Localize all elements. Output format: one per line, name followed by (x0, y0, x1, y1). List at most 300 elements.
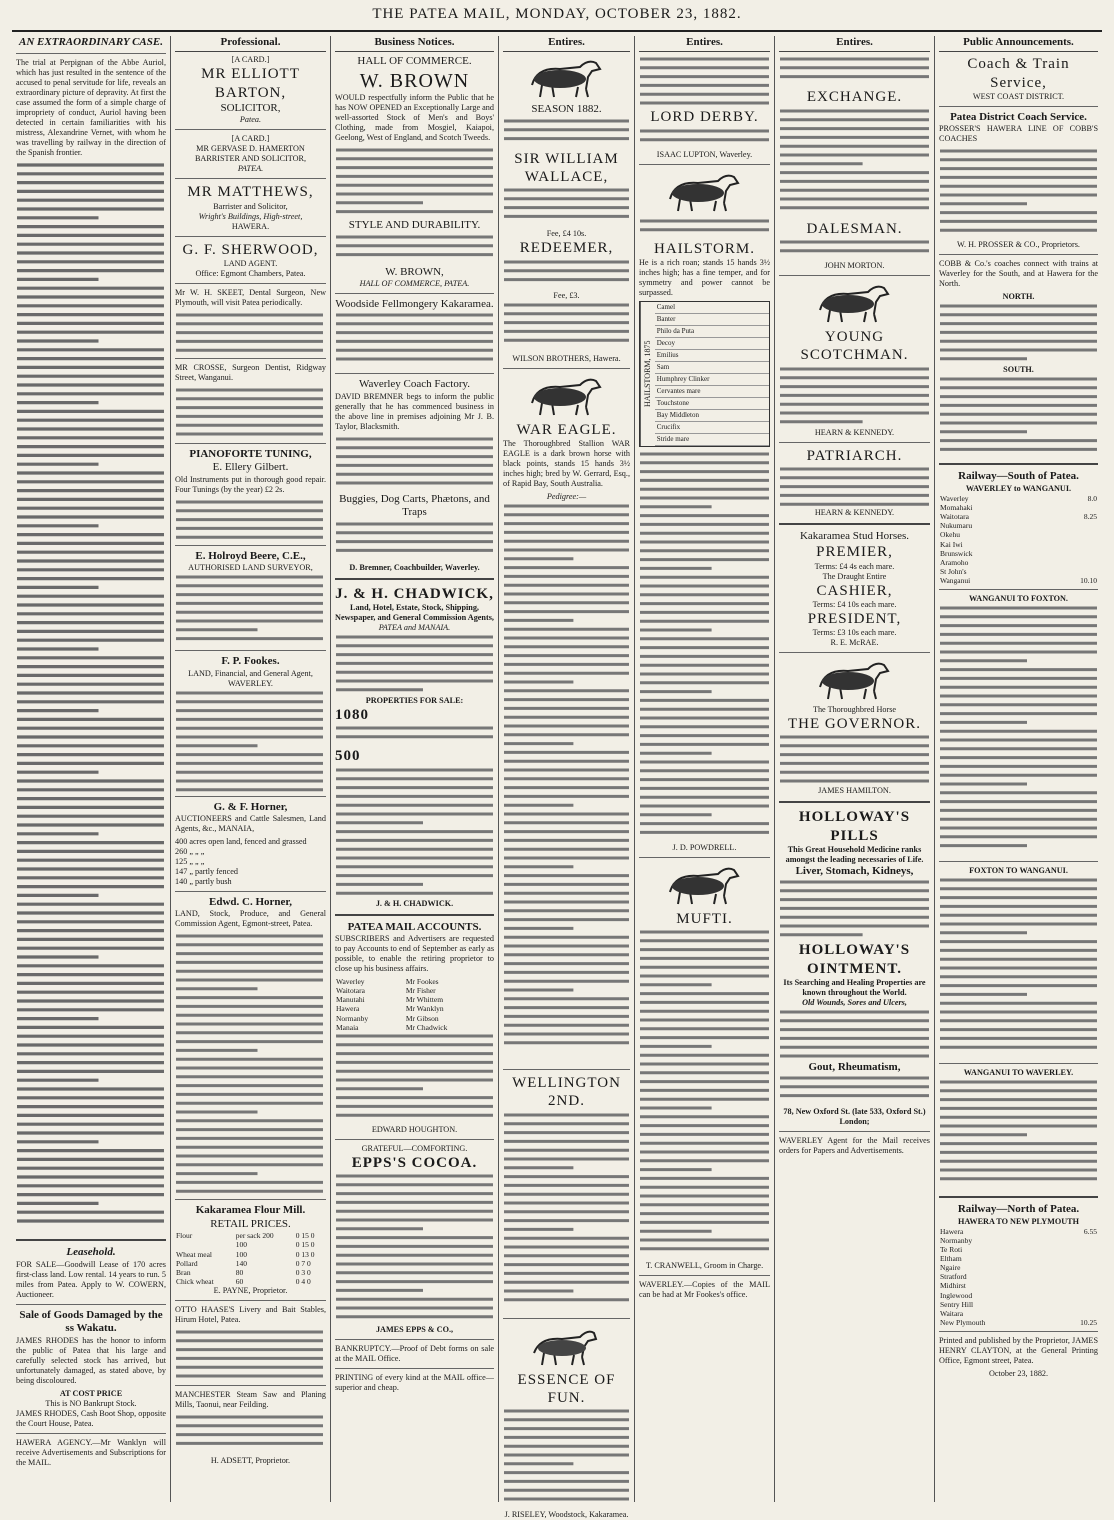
divider (335, 914, 494, 916)
north-timetable-lines (939, 302, 1099, 362)
skeet-text-lines (175, 311, 325, 351)
column-entires-2 (634, 36, 774, 1502)
price-cell: Flour (176, 1231, 193, 1241)
agent-name: Mr Fisher (405, 986, 436, 996)
chadwick-signature: J. & H. CHADWICK. (375, 898, 454, 908)
accounts-heading: PATEA MAIL ACCOUNTS. (347, 920, 482, 933)
matthews-name: MR MATTHEWS, (187, 184, 314, 201)
divider (16, 1239, 166, 1241)
patriarch-name: PATRIARCH. (806, 447, 903, 464)
timetable-row (939, 1291, 1098, 1300)
column-entires-3 (774, 36, 934, 1502)
wav2-timetable-lines (939, 1078, 1099, 1188)
timetable-row (939, 576, 1098, 585)
war-eagle-name: WAR EAGLE. (516, 421, 617, 438)
agent-town: Waitotara (336, 986, 365, 996)
station-name: Ngaire (940, 1263, 961, 1273)
station-name: Eltham (940, 1254, 962, 1264)
timetable-row (939, 494, 1098, 503)
redeemer-fee: Fee, £3. (553, 290, 580, 300)
district-coach-heading: Patea District Coach Service. (950, 111, 1087, 123)
station-name: St John's (940, 566, 967, 576)
cashier-fee: Terms: £4 10s each mare. (812, 599, 897, 609)
price-table (175, 1231, 326, 1286)
pedigree-cell: Humphrey Clinker (655, 374, 769, 386)
station-name: Normanby (940, 1235, 973, 1245)
war-eagle-text-lines (503, 502, 631, 1062)
accounts-text-lines (335, 1032, 495, 1122)
hamerton-place: PATEA. (237, 164, 264, 174)
gout-heading: Gout, Rheumatism, (808, 1061, 901, 1074)
timetable-row (939, 1318, 1098, 1327)
wilson-signature: WILSON BROTHERS, Hawera. (512, 353, 621, 363)
crosse-text-lines (175, 386, 325, 436)
governor-text-lines (779, 733, 931, 783)
hailstorm-text: He is a rich roan; stands 15 hands 3½ inches high; has a fine temper, and for symmetry and power cannot be surpassed. (639, 258, 770, 297)
waverley-agent-notice: WAVERLEY Agent for the Mail receives orders for Papers and Advertisements. (779, 1136, 930, 1156)
liver-heading: Liver, Stomach, Kidneys, (795, 865, 914, 878)
column-heading: Entires. (503, 36, 630, 52)
sherwood-office: Office: Egmont Chambers, Patea. (195, 269, 306, 278)
timetable-row (939, 1245, 1098, 1254)
pedigree-label: Pedigree:— (546, 492, 587, 501)
departure-time (1042, 540, 1098, 549)
station-name: Kai Iwi (940, 539, 963, 549)
properties-heading: PROPERTIES FOR SALE: (365, 695, 464, 705)
hailstorm-pedigree-table (639, 301, 770, 447)
divider (939, 463, 1098, 465)
station-name: Hawera (940, 1226, 964, 1236)
brown-name: W. BROWN (359, 69, 470, 92)
ointment-tagline: Its Searching and Healing Properties are known throughout the World. (783, 978, 926, 998)
hamerton-name: MR GERVASE D. HAMERTON (196, 144, 305, 154)
price-cell: 0 7 0 (295, 1258, 311, 1268)
redeemer-terms-lines (503, 301, 631, 351)
divider (175, 545, 326, 546)
timetable-row (939, 1263, 1098, 1272)
pills-tagline: This Great Household Medicine ranks amongst the leading necessaries of Life. (785, 845, 924, 865)
timetable-row (939, 512, 1098, 521)
chadwick-role: Land, Hotel, Estate, Stock, Shipping, Newspaper, and General Commission Agents, (335, 602, 494, 622)
divider (779, 1131, 930, 1132)
pedigree-side-label: HAILSTORM, 1875 (640, 302, 655, 446)
sores-heading: Old Wounds, Sores and Ulcers, (802, 998, 907, 1008)
divider (335, 1368, 494, 1369)
price-cell: 100 (235, 1240, 247, 1250)
redeemer-name: REDEEMER, (519, 240, 614, 257)
article-body-text-lines (16, 161, 166, 1231)
wallace-name: SIR WILLIAM WALLACE, (514, 150, 619, 186)
price-cell: 100 (235, 1249, 247, 1259)
station-name: Midhirst (940, 1281, 966, 1291)
agent-row (335, 986, 494, 995)
railway-north-heading: Railway—North of Patea. (957, 1203, 1080, 1216)
leasehold-ad: FOR SALE—Goodwill Lease of 170 acres first-class land. Low rental. 14 years to run. 5 miles from Patea. Apply to W. COWERN, Auctioneer. (16, 1259, 166, 1299)
barton-place: Patea. (239, 115, 262, 125)
horse-engraving-icon (522, 55, 612, 100)
departure-time (1053, 1272, 1098, 1281)
agent-name: Mr Gibson (405, 1013, 439, 1023)
governor-name: THE GOVERNOR. (788, 716, 921, 733)
wellington-name: WELLINGTON 2ND. (512, 1075, 621, 1110)
divider (175, 1300, 326, 1301)
agent-row (335, 1004, 494, 1013)
property-text-lines (335, 766, 495, 896)
pony-engraving-icon (522, 1323, 612, 1368)
departure-time (1042, 567, 1098, 576)
departure-time: 8.25 (1083, 512, 1097, 522)
mufti-text-lines (639, 928, 771, 1258)
divider (175, 178, 326, 179)
wanganui-waverley-heading: WANGANUI TO WAVERLEY. (963, 1068, 1074, 1078)
style-durability: STYLE AND DURABILITY. (348, 219, 481, 232)
divider (335, 578, 494, 580)
article-body (16, 161, 166, 1234)
horse-engraving-icon (810, 657, 900, 702)
woodside-heading: Woodside Fellmongery Kakaramea. (335, 298, 494, 311)
horse-engraving-icon (660, 169, 750, 214)
price-cell: 0 3 0 (295, 1267, 311, 1277)
horner-gf-role: AUCTIONEERS and Cattle Salesmen, Land Agents, &c., MANAIA, (175, 814, 326, 834)
agents-table (335, 977, 494, 1032)
oxford-address: 78, New Oxford St. (late 533, Oxford St.) London; (783, 1107, 926, 1127)
divider (175, 358, 326, 359)
card-label: [A CARD.] (231, 55, 270, 65)
wallace-text-lines (503, 186, 631, 226)
premier-name: PREMIER, (816, 544, 893, 561)
station-name: Okehu (940, 530, 960, 540)
derby-terms-lines (639, 127, 771, 147)
premier-fee: Terms: £4 4s each mare. (814, 561, 895, 571)
station-name: Waverley (940, 493, 969, 503)
card-label: [A CARD.] (231, 134, 270, 144)
departure-time: 8.0 (1087, 493, 1097, 503)
manchester-notice: MANCHESTER Steam Saw and Planing Mills, Taonui, near Feilding. (175, 1390, 326, 1410)
divider (175, 236, 326, 237)
pills-text-lines (779, 878, 931, 938)
hailstorm-text-lines (639, 450, 771, 840)
horse-engraving-icon (522, 373, 612, 418)
timetable-row (939, 521, 1098, 530)
president-fee: Terms: £3 10s each mare. (812, 628, 897, 638)
brown-text: WOULD respectfully inform the Public that he has NOW OPENED an Exceptionally Large and well-assorted Stock of Men's and Boys' Clothing, made from Mosgiel, Kaiapoi, Geelong, West of England, and Scotch Tweeds. (335, 93, 494, 143)
divider (779, 275, 930, 276)
price-cell: 80 (235, 1267, 244, 1277)
president-name: PRESIDENT, (807, 610, 902, 627)
departure-time (1053, 1300, 1098, 1309)
timetable-row (939, 1300, 1098, 1309)
agent-name: Mr Whittem (405, 995, 444, 1005)
cost-price: AT COST PRICE (59, 1388, 123, 1398)
imprint-date: October 23, 1882. (988, 1369, 1049, 1379)
horner-ec-role: LAND, Stock, Produce, and General Commission Agent, Egmont-street, Patea. (175, 909, 326, 929)
essence-text-lines (503, 1407, 631, 1507)
divider (16, 1304, 166, 1305)
departure-time (1053, 1291, 1098, 1300)
holloway-pills-title: HOLLOWAY'S PILLS (798, 809, 911, 844)
barton-role: SOLICITOR, (220, 102, 281, 114)
manchester-text-lines (175, 1413, 325, 1453)
exchange-name: EXCHANGE. (806, 89, 903, 106)
acre-listing: 260 „ „ „ (175, 847, 205, 857)
imprint: Printed and published by the Proprietor, JAMES HENRY CLAYTON, at the General Printing Office, Egmont street, Patea. (939, 1336, 1098, 1366)
station-name: Nukumaru (940, 521, 973, 531)
departure-time (1042, 549, 1098, 558)
horse-engraving-icon (810, 280, 900, 325)
season-heading: SEASON 1882. (531, 103, 602, 116)
pedigree-cell: Decoy (655, 338, 769, 350)
buggies-heading: Buggies, Dog Carts, Phætons, and Traps (339, 492, 490, 519)
column-heading: Entires. (779, 36, 930, 52)
departure-time (1053, 1309, 1098, 1318)
property-500-acres: 500 (335, 748, 361, 765)
station-name: Stratford (940, 1272, 967, 1282)
price-cell: 60 (235, 1276, 244, 1286)
price-cell: 0 15 0 (295, 1240, 315, 1250)
pedigree-cell: Stride mare (655, 434, 769, 446)
station-name: Te Roti (940, 1244, 963, 1254)
wellington-text-lines (503, 1111, 631, 1311)
ointment-text-lines (779, 1008, 931, 1058)
not-bankrupt: This is NO Bankrupt Stock. (45, 1398, 137, 1408)
timetable-row (939, 1227, 1098, 1236)
matthews-place: HAWERA. (231, 221, 270, 231)
horner-ec-name: Edwd. C. Horner, (208, 896, 293, 909)
divider (335, 373, 494, 374)
timetable-row (939, 540, 1098, 549)
waverley-wanganui-timetable (939, 494, 1098, 585)
powdrell-signature: J. D. POWDRELL. (672, 843, 737, 852)
exchange-intro-lines (779, 55, 931, 85)
price-cell: per sack 200 (235, 1231, 274, 1241)
railway-south-heading: Railway—South of Patea. (958, 470, 1079, 483)
divider (16, 1433, 166, 1434)
west-coast-district: WEST COAST DISTRICT. (972, 92, 1065, 101)
pedigree-cell: Camel (655, 302, 769, 314)
price-row (175, 1277, 326, 1286)
payne-signature: E. PAYNE, Proprietor. (213, 1286, 288, 1296)
departure-time: 10.25 (1080, 1318, 1097, 1328)
price-cell: Pollard (176, 1258, 198, 1268)
redeemer-text-lines (503, 258, 631, 288)
chadwick-name: J. & H. CHADWICK, (335, 585, 494, 602)
property-text-lines (335, 724, 495, 744)
piano-heading: PIANOFORTE TUNING, (189, 448, 312, 460)
divider (639, 164, 770, 165)
column-heading: Professional. (175, 36, 326, 52)
hailstorm-name: HAILSTORM. (654, 240, 755, 257)
thoroughbred-label: The Thoroughbred Horse (812, 705, 897, 715)
agent-town: Manutahi (336, 995, 365, 1005)
divider (335, 1339, 494, 1340)
column-heading: Entires. (639, 36, 770, 52)
divider (335, 293, 494, 294)
agent-town: Waverley (336, 976, 365, 986)
riseley-signature: J. RISELEY, Woodstock, Kakaramea. (504, 1510, 629, 1520)
departure-time (1042, 558, 1098, 567)
price-cell: Chick wheat (176, 1276, 214, 1286)
draught-entire: The Draught Entire (822, 571, 887, 581)
rhodes-signature: JAMES RHODES, Cash Boot Shop, opposite the Court House, Patea. (16, 1408, 166, 1428)
hamilton-signature: JAMES HAMILTON. (818, 786, 891, 796)
agent-name: Mr Wanklyn (405, 1004, 444, 1014)
barton-name: MR ELLIOTT BARTON, (201, 66, 300, 101)
crosse-notice: MR CROSSE, Surgeon Dentist, Ridgway Street, Wanganui. (175, 363, 326, 382)
divider (639, 857, 770, 858)
piano-text-lines (175, 498, 325, 538)
divider (939, 1196, 1098, 1198)
chadwick-place: PATEA and MANAIA. (378, 622, 451, 632)
acre-listing: 400 acres open land, fenced and grassed (175, 837, 307, 847)
agent-row (335, 995, 494, 1004)
flour-mill-name: Kakaramea Flour Mill. (195, 1204, 306, 1217)
column-professional (170, 36, 330, 1502)
column-extraordinary-case (12, 36, 170, 1502)
masthead-rule (12, 30, 1102, 32)
pedigree-cell: Cervantes mare (655, 386, 769, 398)
price-cell: 0 4 0 (295, 1276, 311, 1286)
divider (779, 652, 930, 653)
hawera-new-plymouth-timetable (939, 1227, 1098, 1328)
brown-hall: HALL OF COMMERCE, PATEA. (359, 279, 470, 289)
article-title: AN EXTRAORDINARY CASE. (19, 36, 163, 48)
timetable-row (939, 1254, 1098, 1263)
timetable-row (939, 558, 1098, 567)
haase-notice: OTTO HAASE'S Livery and Bait Stables, Hirum Hotel, Patea. (175, 1305, 326, 1325)
divider (503, 368, 630, 369)
price-cell: 0 15 0 (295, 1231, 315, 1241)
divider (175, 129, 326, 130)
departure-time (1053, 1236, 1098, 1245)
foxton2-timetable-lines (939, 876, 1099, 1056)
hamerton-role: BARRISTER AND SOLICITOR, (194, 154, 307, 164)
price-row (175, 1259, 326, 1268)
pedigree-cell: Sam (655, 362, 769, 374)
lord-derby-name: LORD DERBY. (650, 109, 759, 126)
pedigree-cells (655, 302, 769, 446)
price-cell: Bran (176, 1267, 191, 1277)
beere-role: AUTHORISED LAND SURVEYOR, (188, 563, 313, 573)
foxton-wanganui-heading: FOXTON TO WANGANUI. (969, 866, 1068, 876)
column-entires-1 (498, 36, 634, 1520)
acre-listing: 140 „ partly bush (175, 877, 232, 887)
horse-engraving-icon (660, 862, 750, 907)
timetable-row (939, 549, 1098, 558)
departure-time (1053, 1263, 1098, 1272)
lupton-signature: ISAAC LUPTON, Waverley. (656, 149, 753, 159)
brown-signature: W. BROWN, (385, 265, 444, 278)
agent-name: Mr Chadwick (405, 1022, 448, 1032)
station-name: Inglewood (940, 1290, 973, 1300)
waverley-mail-notice: WAVERLEY.—Copies of the MAIL can be had at Mr Fookes's office. (639, 1280, 770, 1300)
matthews-role: Barrister and Solicitor, (213, 201, 288, 211)
timetable-row (939, 503, 1098, 512)
matthews-address: Wright's Buildings, High-street, (198, 211, 303, 221)
acre-listing: 147 „ partly fenced (175, 867, 238, 877)
timetable-row (939, 1281, 1098, 1290)
prosser-notice: PROSSER'S HAWERA LINE OF COBB'S COACHES (939, 124, 1098, 144)
leasehold-heading: Leasehold. (66, 1246, 116, 1259)
timetable-row (939, 567, 1098, 576)
acre-listing: 125 „ „ „ (175, 857, 205, 867)
bremner-signature: D. Bremner, Coachbuilder, Waverley. (349, 562, 480, 572)
agent-town: Hawera (336, 1004, 360, 1014)
waverley-wanganui-heading: WAVERLEY to WANGANUI. (965, 483, 1072, 493)
hall-of-commerce: HALL OF COMMERCE. (357, 55, 472, 68)
divider (503, 1069, 630, 1070)
cranwell-signature: T. CRANWELL, Groom in Charge. (645, 1261, 764, 1271)
gout-text-lines (779, 1074, 931, 1104)
printing-notice: PRINTING of every kind at the MAIL office—superior and cheap. (335, 1373, 494, 1393)
timetable-row (939, 1309, 1098, 1318)
divider (335, 1139, 494, 1140)
horner-gf-name: G. & F. Horner, (213, 800, 288, 813)
essence-of-fun-name: ESSENCE OF FUN. (517, 1371, 616, 1406)
epps-title: EPPS'S COCOA. (351, 1154, 478, 1171)
timetable-row (939, 1236, 1098, 1245)
hawera-new-plymouth-heading: HAWERA TO NEW PLYMOUTH (958, 1216, 1079, 1226)
bankruptcy-notice: BANKRUPTCY.—Proof of Debt forms on sale at the MAIL Office. (335, 1344, 494, 1364)
coach-factory-heading: Waverley Coach Factory. (358, 378, 471, 391)
price-row (175, 1250, 326, 1259)
prosser-text-lines (939, 147, 1099, 237)
price-cell: 140 (235, 1258, 247, 1268)
divider (175, 796, 326, 797)
sherwood-role: LAND AGENT. (223, 259, 278, 268)
pedigree-cell: Touchstone (655, 398, 769, 410)
pedigree-cell: Philo da Puta (655, 326, 769, 338)
departure-time: 10.10 (1080, 576, 1097, 586)
station-name: Waitotara (940, 512, 969, 522)
property-1080-acres: 1080 (335, 706, 369, 723)
divider (939, 1331, 1098, 1332)
divider (939, 1063, 1098, 1064)
retail-prices-heading: RETAIL PRICES. (210, 1217, 291, 1230)
station-name: Wanganui (940, 576, 971, 586)
exchange-text-lines (779, 107, 931, 217)
coach-train-title: Coach & Train Service, (967, 56, 1070, 91)
houghton-signature: EDWARD HOUGHTON. (371, 1124, 458, 1134)
bremner-text: DAVID BREMNER begs to inform the public generally that he has commenced business in the above line in premises adjoining Mr J. B. Taylor, Blacksmith. (335, 391, 494, 431)
hawera-agency: HAWERA AGENCY.—Mr Wanklyn will receive Advertisements and Subscriptions for the MAIL. (16, 1437, 166, 1467)
departure-time (1053, 1254, 1098, 1263)
north-label: NORTH. (1002, 292, 1035, 302)
station-name: Aramoho (940, 557, 969, 567)
departure-time (1053, 1245, 1098, 1254)
south-label: SOUTH. (1003, 365, 1034, 375)
divider (175, 283, 326, 284)
kakaramea-stud-heading: Kakaramea Stud Horses. (799, 529, 910, 542)
prosser-signature: W. H. PROSSER & CO., Proprietors. (957, 240, 1080, 250)
column-heading: Public Announcements. (939, 36, 1098, 52)
divider (939, 861, 1098, 862)
divider (175, 443, 326, 444)
agent-town: Manaia (336, 1022, 359, 1032)
accounts-text: SUBSCRIBERS and Advertisers are requested to pay Accounts to end of September as early as possible, to enable the retiring proprietor to close up his business affairs. (335, 933, 494, 973)
young-scotchman-name: YOUNG SCOTCHMAN. (800, 329, 909, 364)
cashier-name: CASHIER, (816, 582, 893, 599)
piano-text: Old Instruments put in thorough good repair. Four Tunings (by the year) £2 2s. (175, 474, 326, 494)
departure-time (1042, 503, 1098, 512)
foxton-timetable-lines (939, 604, 1099, 854)
wakatu-text: JAMES RHODES has the honor to inform the public of Patea that his large and carefully selected stock has arrived, but unfortunately damaged, as stated above, by being discoloured. (16, 1335, 166, 1385)
haase-text-lines (175, 1328, 325, 1378)
dalesman-name: DALESMAN. (806, 220, 903, 237)
divider (939, 589, 1098, 590)
horner-acres-list (175, 837, 326, 887)
divider (939, 254, 1098, 255)
divider (779, 523, 930, 525)
